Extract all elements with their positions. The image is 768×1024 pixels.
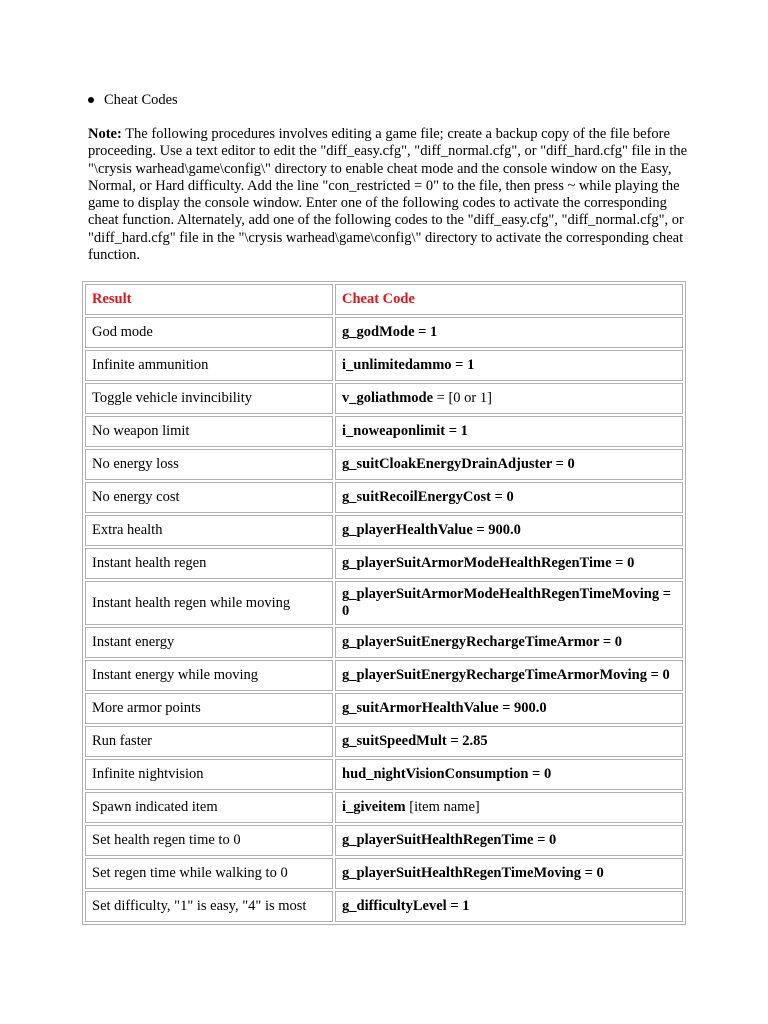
table-row xyxy=(85,627,683,658)
table-row xyxy=(85,792,683,823)
result-cell: More armor points xyxy=(85,693,333,724)
cheat-code-cell xyxy=(335,350,683,381)
cheat-code-text: i_unlimitedammo = 1 xyxy=(342,357,475,373)
cheat-code-text: g_playerHealthValue = 900.0 xyxy=(342,522,521,538)
result-cell: Spawn indicated item xyxy=(85,792,333,823)
table-row xyxy=(85,726,683,757)
table-row xyxy=(85,891,683,922)
result-cell: No energy cost xyxy=(85,482,333,513)
cheat-code-cell xyxy=(335,891,683,922)
cheat-code-text: v_goliathmode xyxy=(342,390,434,406)
cheat-code-cell xyxy=(335,482,683,513)
cheat-code-text: g_playerSuitArmorModeHealthRegenTimeMoving = 0 xyxy=(342,586,671,619)
result-cell: Set difficulty, "1" is easy, "4" is most xyxy=(85,891,333,922)
cheat-code-text: g_playerSuitHealthRegenTime = 0 xyxy=(342,832,557,848)
cheat-code-text: g_playerSuitArmorModeHealthRegenTime = 0 xyxy=(342,555,635,571)
cheat-code-text: g_suitArmorHealthValue = 900.0 xyxy=(342,700,547,716)
cheat-code-suffix: = [0 or 1] xyxy=(433,390,492,406)
cheat-code-suffix: [item name] xyxy=(405,799,480,815)
cheat-codes-table xyxy=(82,281,686,925)
table-row xyxy=(85,581,683,625)
note-paragraph xyxy=(88,126,688,264)
table-row xyxy=(85,449,683,480)
table-row xyxy=(85,416,683,447)
result-cell: Infinite ammunition xyxy=(85,350,333,381)
table-row xyxy=(85,548,683,579)
bullet-icon xyxy=(88,97,94,103)
header-cheat-code: Cheat Code xyxy=(335,284,683,315)
result-cell: Instant energy xyxy=(85,627,333,658)
cheat-code-cell xyxy=(335,825,683,856)
cheat-code-cell xyxy=(335,726,683,757)
table-row xyxy=(85,759,683,790)
cheat-code-text: i_noweaponlimit = 1 xyxy=(342,423,468,439)
table-row xyxy=(85,825,683,856)
cheat-code-cell xyxy=(335,759,683,790)
table-row xyxy=(85,515,683,546)
result-cell: Toggle vehicle invincibility xyxy=(85,383,333,414)
result-cell: No weapon limit xyxy=(85,416,333,447)
table-row xyxy=(85,350,683,381)
section-title: Cheat Codes xyxy=(104,92,178,108)
cheat-code-cell xyxy=(335,858,683,889)
result-cell: Set health regen time to 0 xyxy=(85,825,333,856)
result-cell: Instant health regen xyxy=(85,548,333,579)
cheat-code-text: g_suitCloakEnergyDrainAdjuster = 0 xyxy=(342,456,575,472)
cheat-code-cell xyxy=(335,317,683,348)
table-row xyxy=(85,693,683,724)
table-row xyxy=(85,660,683,691)
result-cell: Instant health regen while moving xyxy=(85,581,333,625)
cheat-code-text: g_playerSuitHealthRegenTimeMoving = 0 xyxy=(342,865,604,881)
cheat-code-cell xyxy=(335,660,683,691)
cheat-code-text: g_playerSuitEnergyRechargeTimeArmor = 0 xyxy=(342,634,622,650)
cheat-code-cell xyxy=(335,416,683,447)
table-row xyxy=(85,482,683,513)
result-cell: No energy loss xyxy=(85,449,333,480)
table-row xyxy=(85,317,683,348)
result-cell: Infinite nightvision xyxy=(85,759,333,790)
cheat-code-cell xyxy=(335,792,683,823)
note-label: Note: xyxy=(88,126,122,142)
cheat-code-cell xyxy=(335,627,683,658)
cheat-code-cell xyxy=(335,693,683,724)
cheat-code-text: g_godMode = 1 xyxy=(342,324,438,340)
table-row xyxy=(85,383,683,414)
header-result: Result xyxy=(85,284,333,315)
cheat-code-text: g_suitSpeedMult = 2.85 xyxy=(342,733,488,749)
result-cell: Extra health xyxy=(85,515,333,546)
cheat-code-text: g_difficultyLevel = 1 xyxy=(342,898,470,914)
cheat-code-cell xyxy=(335,515,683,546)
cheat-code-text: g_suitRecoilEnergyCost = 0 xyxy=(342,489,514,505)
table-header-row xyxy=(85,284,683,315)
result-cell: Run faster xyxy=(85,726,333,757)
cheat-code-text: g_playerSuitEnergyRechargeTimeArmorMoving = 0 xyxy=(342,667,670,683)
table-row xyxy=(85,858,683,889)
cheat-code-text: hud_nightVisionConsumption = 0 xyxy=(342,766,552,782)
cheat-code-cell xyxy=(335,383,683,414)
result-cell: Set regen time while walking to 0 xyxy=(85,858,333,889)
section-bullet xyxy=(88,91,178,109)
cheat-code-cell xyxy=(335,581,683,625)
cheat-code-text: i_giveitem xyxy=(342,799,406,815)
result-cell: God mode xyxy=(85,317,333,348)
cheat-code-cell xyxy=(335,548,683,579)
cheat-code-cell xyxy=(335,449,683,480)
note-text: The following procedures involves editing a game file; create a backup copy of the file before proceeding. Use a text editor to edit the "diff_easy.cfg", "diff_normal.cfg", or "diff_hard.cfg" file in the "\crysis warhead\game\config\" directory to enable cheat mode and the console window on the Easy, Normal, or Hard difficulty. Add the line "con_restricted = 0" to the file, then press ~ while playing the game to display the console window. Enter one of the following codes to activate the corresponding cheat function. Alternately, add one of the following codes to the "diff_easy.cfg", "diff_normal.cfg", or "diff_hard.cfg" file in the "\crysis warhead\game\config\" directory to activate the corresponding cheat function. xyxy=(88,126,688,264)
result-cell: Instant energy while moving xyxy=(85,660,333,691)
